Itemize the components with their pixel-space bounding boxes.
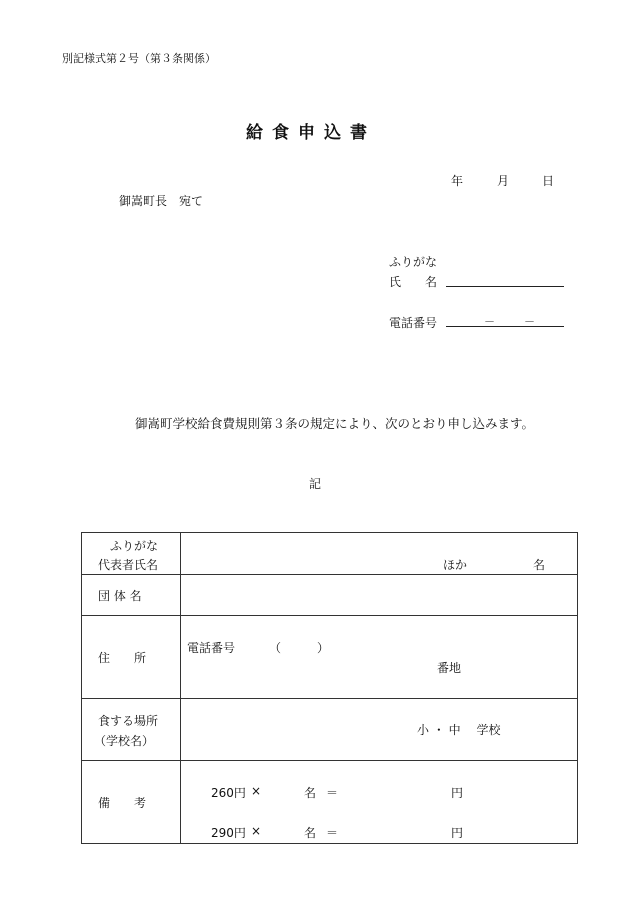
group-name-label: 団 体 名 xyxy=(98,589,142,603)
row-representative xyxy=(82,533,578,575)
applicant-phone-field[interactable] xyxy=(446,326,564,327)
school-type-label: 小 ・ 中 学校 xyxy=(417,723,501,737)
place-label-cell xyxy=(82,699,181,761)
price-290: 290円 xyxy=(211,826,246,840)
mei-label-2: 名 xyxy=(304,826,317,840)
rep-label-cell xyxy=(82,533,181,575)
phone-separator-2: － xyxy=(524,315,535,328)
row-remarks xyxy=(82,761,578,844)
address-label: 住 所 xyxy=(98,651,147,665)
address-field[interactable] xyxy=(181,616,578,699)
times-sign-1: × xyxy=(251,784,262,798)
applicant-furigana-label: ふりがな xyxy=(389,255,438,269)
remarks-label: 備 考 xyxy=(98,796,147,810)
applicant-name-label: 氏 名 xyxy=(389,275,438,289)
ki-label: 記 xyxy=(309,477,322,491)
applicant-phone-label: 電話番号 xyxy=(389,316,438,330)
school-name-label: （学校名） xyxy=(94,734,155,748)
mei-label-1: 名 xyxy=(304,786,317,800)
application-table xyxy=(81,532,578,844)
row-address xyxy=(82,616,578,699)
phone-separator-1: － xyxy=(484,315,495,328)
group-name-field[interactable] xyxy=(181,575,578,616)
row-place xyxy=(82,699,578,761)
rep-name-label: 代表者氏名 xyxy=(98,558,159,572)
rep-furigana-label: ふりがな xyxy=(110,539,159,553)
addressee: 御嵩町長 宛て xyxy=(119,194,204,208)
paren-open: （ xyxy=(269,641,282,655)
price-260: 260円 xyxy=(211,786,246,800)
yen-label-2: 円 xyxy=(451,826,464,840)
remarks-label-cell xyxy=(82,761,181,844)
statement: 御嵩町学校給食費規則第３条の規定により、次のとおり申し込みます。 xyxy=(135,416,535,431)
place-field[interactable] xyxy=(181,699,578,761)
applicant-name-field[interactable] xyxy=(446,286,564,287)
rep-hoka-label: ほか xyxy=(443,558,468,572)
date-year-label: 年 xyxy=(451,174,464,188)
row-group xyxy=(82,575,578,616)
address-phone-label: 電話番号 xyxy=(187,641,236,655)
rep-name-field[interactable] xyxy=(181,533,578,575)
equals-sign-2: ＝ xyxy=(326,826,339,840)
yen-label-1: 円 xyxy=(451,786,464,800)
address-label-cell xyxy=(82,616,181,699)
date-month-label: 月 xyxy=(497,174,510,188)
banchi-label: 番地 xyxy=(437,661,462,675)
group-label-cell xyxy=(82,575,181,616)
equals-sign-1: ＝ xyxy=(326,786,339,800)
form-id: 別記様式第２号（第３条関係） xyxy=(62,52,216,65)
remarks-field[interactable] xyxy=(181,761,578,844)
rep-mei-label: 名 xyxy=(533,558,546,572)
place-label: 食する場所 xyxy=(98,714,159,728)
date-day-label: 日 xyxy=(542,174,555,188)
times-sign-2: × xyxy=(251,824,262,838)
page-title: 給食申込書 xyxy=(246,123,376,143)
paren-close: ） xyxy=(317,641,330,655)
